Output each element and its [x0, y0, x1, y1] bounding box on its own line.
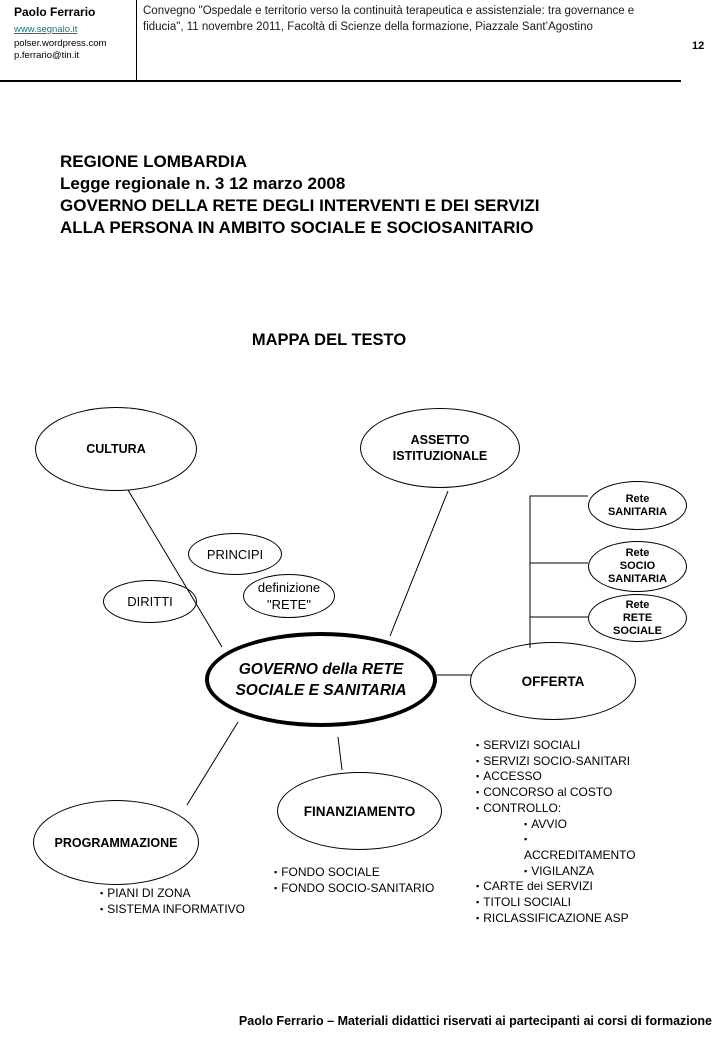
- node-governo-rete: GOVERNO della RETE SOCIALE E SANITARIA: [205, 632, 437, 727]
- bullet-icon: ▪: [476, 881, 480, 892]
- conference-title: Convegno "Ospedale e territorio verso la continuità terapeutica e assistenziale: tra governance e fiducia", 11 novembre 2011, Facoltà di Scienze della formazione, Piazzale Sant’Agostino: [143, 5, 635, 33]
- connector-governo-programmazione: [187, 722, 238, 805]
- bullet-icon: ▪: [524, 818, 528, 829]
- node-rete-socio-sanitaria: Rete SOCIO SANITARIA: [588, 541, 687, 592]
- list-item: ▪ RICLASSIFICAZIONE ASP: [476, 910, 629, 925]
- offerta-list: [476, 738, 636, 926]
- list-item: ▪ AVVIO: [524, 816, 567, 831]
- law-title-line: GOVERNO DELLA RETE DEGLI INTERVENTI E DEI SERVIZI: [60, 196, 540, 215]
- node-diritti: DIRITTI: [103, 580, 197, 623]
- node-offerta: OFFERTA: [470, 642, 636, 720]
- bullet-icon: ▪: [524, 834, 528, 845]
- node-assetto-istituzionale: ASSETTO ISTITUZIONALE: [360, 408, 520, 488]
- map-heading: MAPPA DEL TESTO: [251, 331, 407, 349]
- bullet-icon: ▪: [524, 865, 528, 876]
- list-item: ▪ SERVIZI SOCIO-SANITARI: [476, 753, 631, 768]
- node-cultura: CULTURA: [35, 407, 197, 491]
- bullet-icon: ▪: [100, 903, 104, 914]
- author-website-link[interactable]: www.segnalo.it: [14, 24, 78, 35]
- node-rete-rete-sociale: Rete RETE SOCIALE: [588, 594, 687, 642]
- list-item: ▪ CARTE dei SERVIZI: [476, 879, 593, 894]
- node-definizione-rete: definizione "RETE": [243, 574, 335, 618]
- bullet-icon: ▪: [100, 888, 104, 898]
- list-item: ACCREDITAMENTO: [524, 847, 636, 862]
- bullet-icon: ▪: [476, 912, 480, 923]
- list-item: [476, 832, 636, 848]
- list-item: ▪ CONCORSO al COSTO: [476, 785, 613, 800]
- connector-offerta-reti-bracket: [530, 496, 588, 648]
- bullet-icon: ▪: [476, 787, 480, 798]
- law-title-line: REGIONE LOMBARDIA: [60, 152, 247, 171]
- author-name: Paolo Ferrario: [14, 5, 96, 19]
- list-item: ▪ FONDO SOCIO-SANITARIO: [274, 880, 435, 895]
- node-programmazione: PROGRAMMAZIONE: [33, 800, 199, 885]
- list-item: ▪ CONTROLLO:: [476, 800, 562, 815]
- finanziamento-list: [274, 865, 434, 896]
- slide-number: 12: [692, 40, 705, 52]
- author-blog: polser.wordpress.com: [14, 38, 107, 49]
- list-item: ▪ FONDO SOCIALE: [274, 865, 380, 879]
- bullet-icon: ▪: [274, 867, 278, 877]
- list-item: ▪ ACCESSO: [476, 769, 542, 784]
- law-title-line: ALLA PERSONA IN AMBITO SOCIALE E SOCIOSANITARIO: [60, 218, 534, 237]
- bullet-icon: ▪: [476, 771, 480, 782]
- list-item: ▪ SERVIZI SOCIALI: [476, 738, 581, 752]
- node-principi: PRINCIPI: [188, 533, 282, 575]
- node-finanziamento: FINANZIAMENTO: [277, 772, 442, 850]
- list-item: ▪ VIGILANZA: [524, 863, 594, 878]
- programmazione-list: [100, 886, 245, 917]
- bullet-icon: ▪: [274, 882, 278, 893]
- node-rete-sanitaria: Rete SANITARIA: [588, 481, 687, 530]
- bullet-icon: ▪: [476, 755, 480, 766]
- connector-assetto-governo: [390, 491, 448, 636]
- bullet-icon: ▪: [476, 897, 480, 908]
- connector-governo-finanziamento: [338, 737, 342, 770]
- list-item: ▪ PIANI DI ZONA: [100, 886, 191, 900]
- bullet-icon: ▪: [476, 740, 480, 750]
- list-item: ▪ SISTEMA INFORMATIVO: [100, 901, 245, 916]
- footer-copyright: Paolo Ferrario – Materiali didattici riservati ai partecipanti ai corsi di formazione: [238, 1014, 712, 1028]
- list-item: ▪ TITOLI SOCIALI: [476, 895, 572, 910]
- law-title-line: Legge regionale n. 3 12 marzo 2008: [60, 174, 346, 193]
- author-email: p.ferrario@tin.it: [14, 50, 80, 61]
- bullet-icon: ▪: [476, 802, 480, 813]
